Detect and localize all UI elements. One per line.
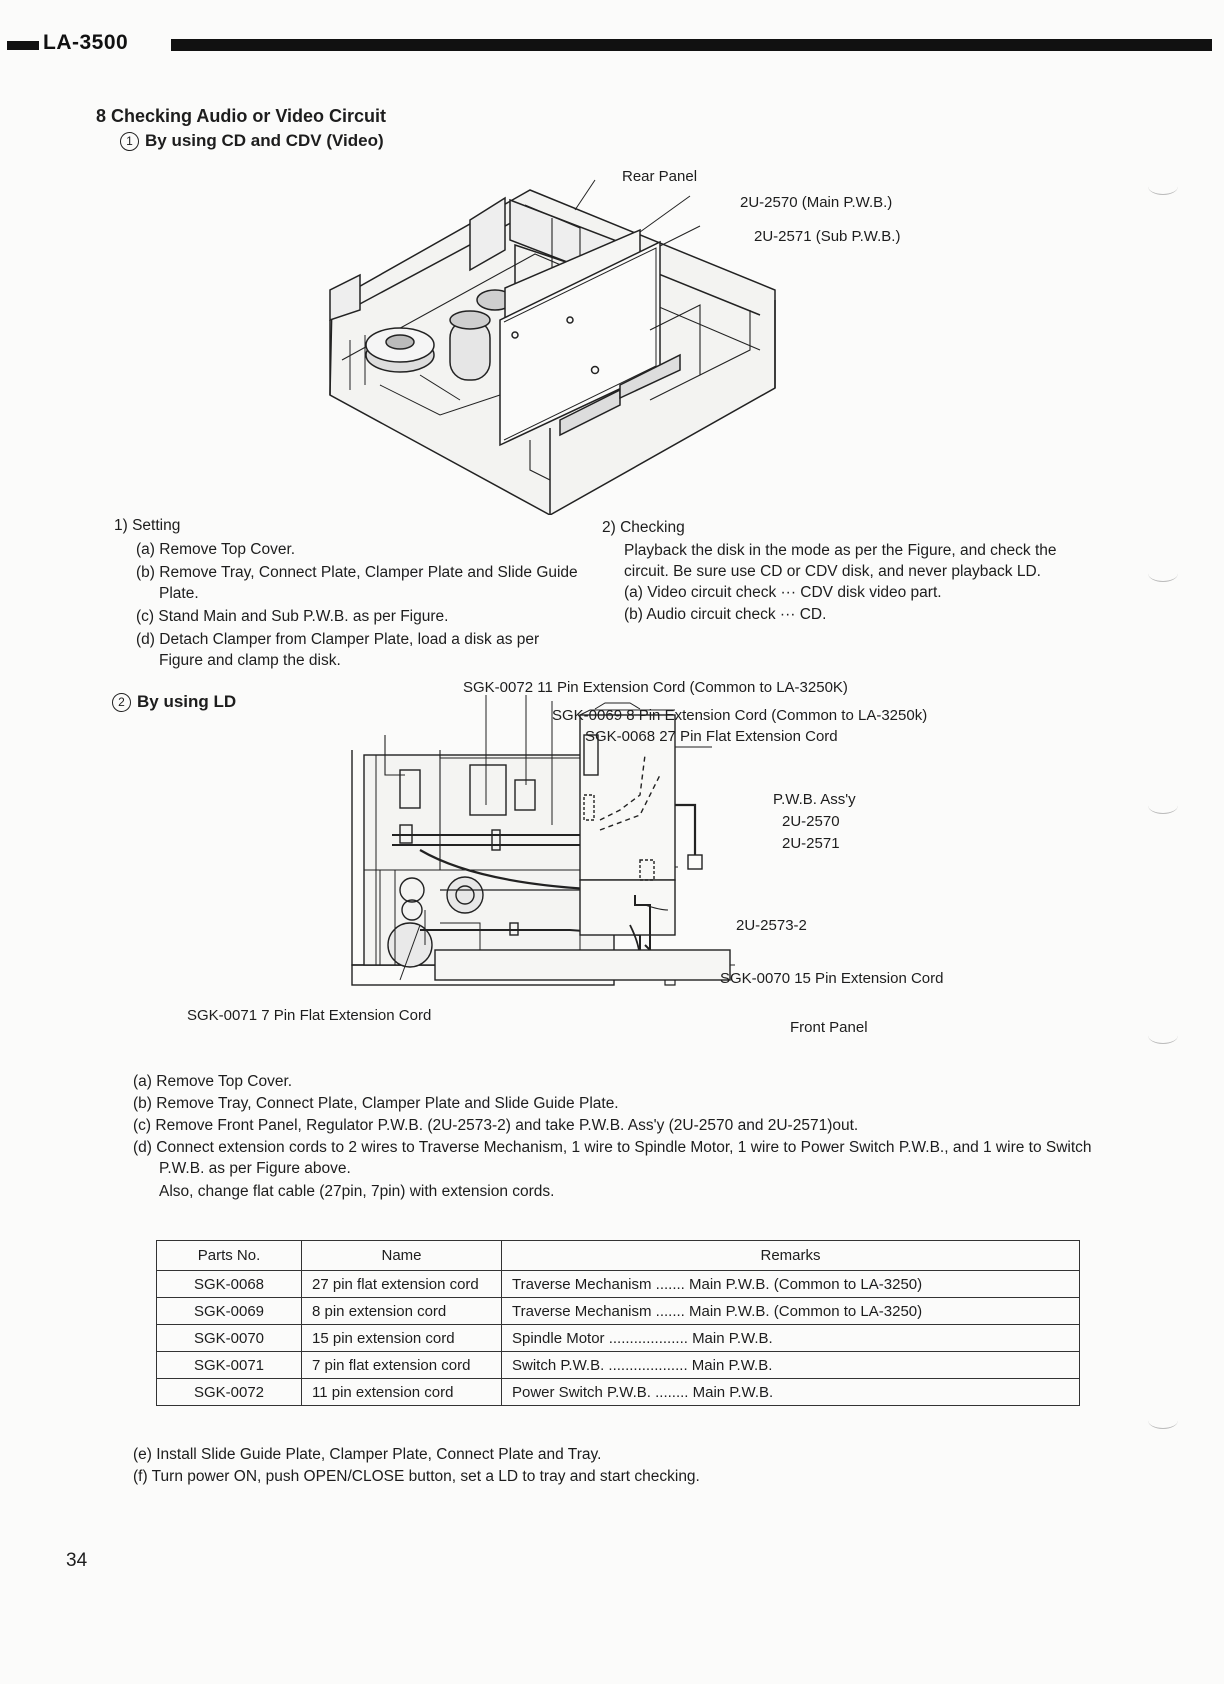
label-2u-2571: 2U-2571 xyxy=(782,835,840,852)
cell-name: 27 pin flat extension cord xyxy=(302,1271,502,1298)
cell-parts-no: SGK-0069 xyxy=(157,1298,302,1325)
method1-heading xyxy=(120,131,384,151)
header-name: Name xyxy=(302,1241,502,1271)
method2-heading xyxy=(112,692,236,712)
header-parts-no: Parts No. xyxy=(157,1241,302,1271)
cell-remarks: Spindle Motor ................... Main P.W.B. xyxy=(502,1325,1080,1352)
label-rear-panel: Rear Panel xyxy=(622,168,698,185)
ld-step-note: Also, change flat cable (27pin, 7pin) with extension cords. xyxy=(159,1183,555,1200)
label-sgk-0072: SGK-0072 11 Pin Extension Cord (Common to LA-3250K) xyxy=(463,679,848,696)
ld-step: (a) Remove Top Cover. xyxy=(133,1073,293,1090)
header-remarks: Remarks xyxy=(502,1241,1080,1271)
cell-parts-no: SGK-0072 xyxy=(157,1379,302,1406)
table-row xyxy=(157,1271,1080,1298)
cell-name: 8 pin extension cord xyxy=(302,1298,502,1325)
method1-number: 1 xyxy=(120,132,139,151)
bleed-mark xyxy=(1148,1412,1178,1429)
label-2u-2570: 2U-2570 xyxy=(782,813,840,830)
bleed-mark xyxy=(1148,1027,1178,1044)
table-row xyxy=(157,1325,1080,1352)
checking-title: 2) Checking xyxy=(602,519,685,536)
label-sgk-0069: SGK-0069 8 Pin Extension Cord (Common to LA-3250k) xyxy=(552,707,928,724)
cell-parts-no: SGK-0070 xyxy=(157,1325,302,1352)
label-sgk-0068: SGK-0068 27 Pin Flat Extension Cord xyxy=(585,728,838,745)
model-title: LA-3500 xyxy=(43,31,129,54)
parts-table xyxy=(156,1240,1080,1406)
cell-remarks: Switch P.W.B. ................... Main P.W.B. xyxy=(502,1352,1080,1379)
cell-parts-no: SGK-0071 xyxy=(157,1352,302,1379)
method2-number: 2 xyxy=(112,693,131,712)
table-row xyxy=(157,1298,1080,1325)
setting-title: 1) Setting xyxy=(114,517,181,534)
ld-step: (d) Connect extension cords to 2 wires to Traverse Mechanism, 1 wire to Spindle Motor, 1 wire to Power Switch P.W.B., and 1 wire to Switch P.W.B. as per Figure above. xyxy=(133,1139,1092,1177)
page-number: 34 xyxy=(66,1550,88,1571)
section-title: 8 Checking Audio or Video Circuit xyxy=(96,106,387,126)
ld-step: (b) Remove Tray, Connect Plate, Clamper Plate and Slide Guide Plate. xyxy=(133,1095,619,1112)
final-step: (f) Turn power ON, push OPEN/CLOSE button, set a LD to tray and start checking. xyxy=(133,1468,700,1485)
cell-remarks: Traverse Mechanism ....... Main P.W.B. (Common to LA-3250) xyxy=(502,1298,1080,1325)
ld-step: (c) Remove Front Panel, Regulator P.W.B. (2U-2573-2) and take P.W.B. Ass'y (2U-2570 and 2U-2571)out. xyxy=(133,1117,859,1134)
cell-name: 15 pin extension cord xyxy=(302,1325,502,1352)
setting-step: (d) Detach Clamper from Clamper Plate, load a disk as per Figure and clamp the disk. xyxy=(136,631,540,669)
cell-remarks: Power Switch P.W.B. ........ Main P.W.B. xyxy=(502,1379,1080,1406)
cell-parts-no: SGK-0068 xyxy=(157,1271,302,1298)
figure-ld-setup xyxy=(340,695,820,1045)
label-sgk-0070: SGK-0070 15 Pin Extension Cord xyxy=(720,970,944,987)
header-rule xyxy=(171,39,1212,51)
label-pwb-assy: P.W.B. Ass'y xyxy=(773,791,856,808)
final-step: (e) Install Slide Guide Plate, Clamper Plate, Connect Plate and Tray. xyxy=(133,1446,602,1463)
label-main-pwb: 2U-2570 (Main P.W.B.) xyxy=(740,194,893,211)
label-sgk-0071: SGK-0071 7 Pin Flat Extension Cord xyxy=(187,1007,432,1024)
checking-item: (a) Video circuit check ··· CDV disk video part. xyxy=(624,584,942,601)
table-header-row xyxy=(157,1241,1080,1271)
setting-step: (c) Stand Main and Sub P.W.B. as per Figure. xyxy=(136,608,449,625)
figure-cd-setup xyxy=(320,170,780,515)
label-sub-pwb: 2U-2571 (Sub P.W.B.) xyxy=(754,228,901,245)
setting-step: (b) Remove Tray, Connect Plate, Clamper Plate and Slide Guide Plate. xyxy=(136,564,578,602)
bleed-mark xyxy=(1148,797,1178,814)
checking-item: (b) Audio circuit check ··· CD. xyxy=(624,606,827,623)
label-2u-2573-2: 2U-2573-2 xyxy=(736,917,807,934)
checking-text: Playback the disk in the mode as per the Figure, and check the circuit. Be sure use CD or CDV disk, and never playback LD. xyxy=(624,542,1057,580)
cell-name: 11 pin extension cord xyxy=(302,1379,502,1406)
bleed-mark xyxy=(1148,178,1178,195)
cell-remarks: Traverse Mechanism ....... Main P.W.B. (Common to LA-3250) xyxy=(502,1271,1080,1298)
setting-step: (a) Remove Top Cover. xyxy=(136,541,296,558)
label-front-panel: Front Panel xyxy=(790,1019,868,1036)
method1-title: By using CD and CDV (Video) xyxy=(145,131,384,150)
bleed-mark xyxy=(1148,565,1178,582)
method2-title: By using LD xyxy=(137,692,237,711)
cell-name: 7 pin flat extension cord xyxy=(302,1352,502,1379)
header-marker xyxy=(7,41,39,50)
table-row xyxy=(157,1352,1080,1379)
table-row xyxy=(157,1379,1080,1406)
